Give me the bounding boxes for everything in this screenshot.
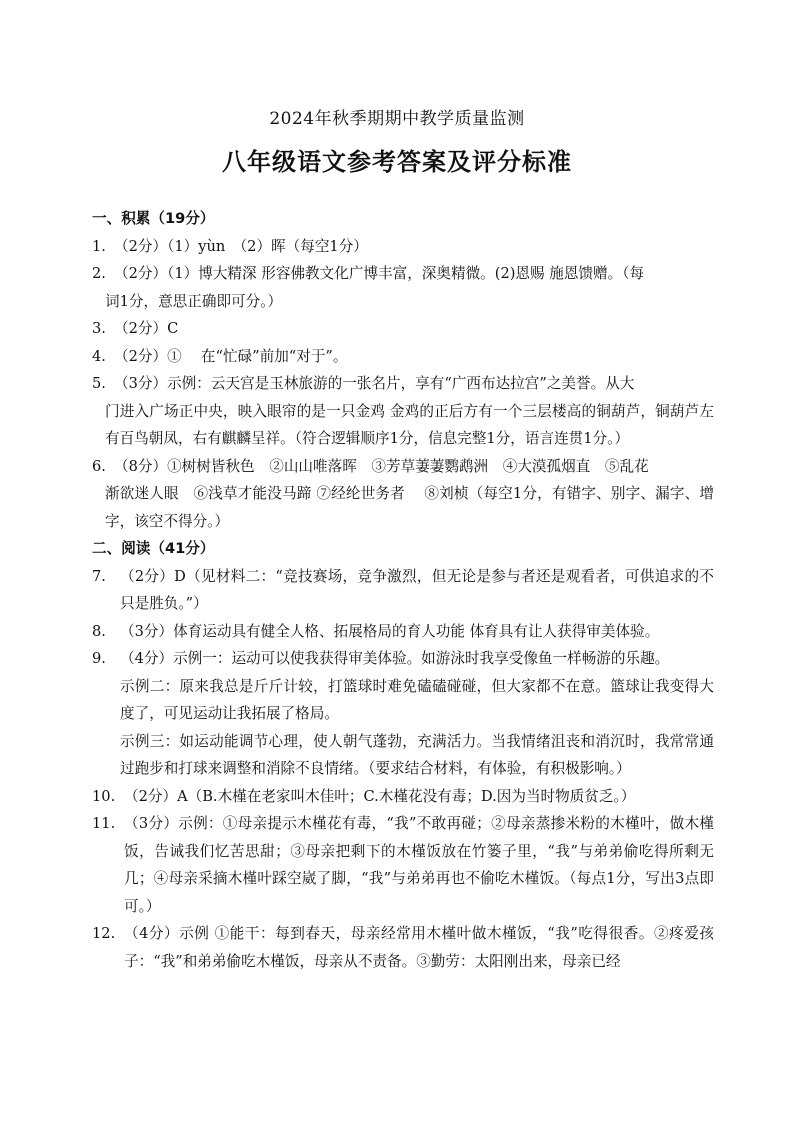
answer-item-7 — [92, 563, 714, 618]
answer-content — [92, 205, 714, 975]
item-number: 3. — [92, 320, 106, 337]
item-number: 6. — [92, 457, 106, 475]
answer-item-8 — [92, 618, 714, 646]
item-text: （2分）（1）博大精深 形容佛教文化广博丰富，深奥精微。(2)恩赐 施恩馈赠。（每 — [114, 265, 645, 282]
item-text: （3分）示例：①母亲提示木槿花有毒，“我”不敢再碰；②母亲蒸掺米粉的木槿叶，做木槿饭，告诫我们忆苦思甜；③母亲把剩下的木槿饭放在竹篓子里，“我”与弟弟偷吃得所剩无几；④母亲采摘木槿叶踩空崴了脚，“我”与弟弟再也不偷吃木槿饭。（每点1分，写出3点即可。） — [124, 815, 714, 915]
answer-item-10 — [92, 783, 714, 811]
item-text: （8分）①树树皆秋色 ②山山唯落晖 ③芳草萋萋鹦鹉洲 ④大漠孤烟直 ⑤乱花 — [114, 457, 649, 475]
item-text: （2分）（1）yùn （2）晖（每空1分） — [114, 237, 368, 255]
item-number: 5. — [92, 375, 106, 392]
item-number: 11. — [92, 815, 116, 832]
item-continuation: 词1分，意思正确即可分。） — [105, 292, 283, 310]
answer-item-6 — [92, 453, 714, 481]
item-number: 7. — [92, 567, 106, 585]
item-number: 2. — [92, 265, 106, 282]
item-number: 10. — [92, 787, 116, 805]
item-text: （2分）D（见材料二：“竞技赛场，竞争激烈，但无论是参与者还是观看者，可供追求的不只是胜负。”） — [120, 567, 714, 612]
item-text: （2分）A（B.木槿在老家叫木佳叶；C.木槿花没有毒；D.因为当时物质贫乏。） — [124, 787, 636, 805]
item-text: （2分）① 在“忙碌”前加“对于”。 — [114, 347, 348, 365]
item-text: （3分）体育运动具有健全人格、拓展格局的育人功能 体育具有让人获得审美体验。 — [120, 622, 660, 640]
item-continuation: 门进入广场正中央，映入眼帘的是一只金鸡 金鸡的正后方有一个三层楼高的铜葫芦，铜葫芦左有百鸟朝凤，右有麒麟呈祥。（符合逻辑顺序1分，信息完整1分，语言连贯1分。） — [105, 402, 714, 447]
item-paragraph: 示例三：如运动能调节心理，使人朝气蓬勃，充满活力。当我情绪沮丧和消沉时，我常常通过跑步和打球来调整和消除不良情绪。（要求结合材料，有体验，有积极影响。） — [120, 732, 714, 777]
answer-item-1 — [92, 233, 714, 261]
section-heading-reading: 二、阅读（41分） — [92, 540, 215, 557]
answer-item-9 — [92, 645, 714, 673]
answer-item-12 — [92, 920, 714, 975]
item-number: 4. — [92, 347, 106, 365]
answer-item-4 — [92, 343, 714, 371]
item-text: （3分）示例：云天宫是玉林旅游的一张名片，享有“广西布达拉宫”之美誉。从大 — [114, 375, 635, 392]
item-text: （4分）示例一：运动可以使我获得审美体验。如游泳时我享受像鱼一样畅游的乐趣。 — [120, 650, 670, 667]
document-title: 八年级语文参考答案及评分标准 — [222, 148, 572, 176]
item-number: 1. — [92, 237, 106, 255]
answer-item-3 — [92, 315, 714, 343]
section-heading-accumulation: 一、积累（19分） — [92, 210, 215, 227]
answer-item-2 — [92, 260, 714, 288]
item-number: 8. — [92, 622, 106, 640]
item-number: 9. — [92, 650, 106, 667]
item-text: （2分）C — [114, 320, 179, 337]
item-paragraph: 示例二：原来我总是斤斤计较，打篮球时难免磕磕碰碰，但大家都不在意。篮球让我变得大度了，可见运动让我拓展了格局。 — [120, 677, 714, 722]
item-continuation: 渐欲迷人眼 ⑥浅草才能没马蹄 ⑦经纶世务者 ⑧刘桢（每空1分，有错字、别字、漏字、增字，该空不得分。） — [105, 485, 714, 530]
answer-item-11 — [92, 810, 714, 920]
item-text: （4分）示例 ①能干：每到春天，母亲经常用木槿叶做木槿饭，“我”吃得很香。②疼爱孩子：“我”和弟弟偷吃木槿饭，母亲从不责备。③勤劳：太阳刚出来，母亲已经 — [124, 925, 714, 970]
answer-item-5 — [92, 370, 714, 398]
exam-title: 2024年秋季期期中教学质量监测 — [269, 109, 525, 129]
item-number: 12. — [92, 925, 116, 942]
